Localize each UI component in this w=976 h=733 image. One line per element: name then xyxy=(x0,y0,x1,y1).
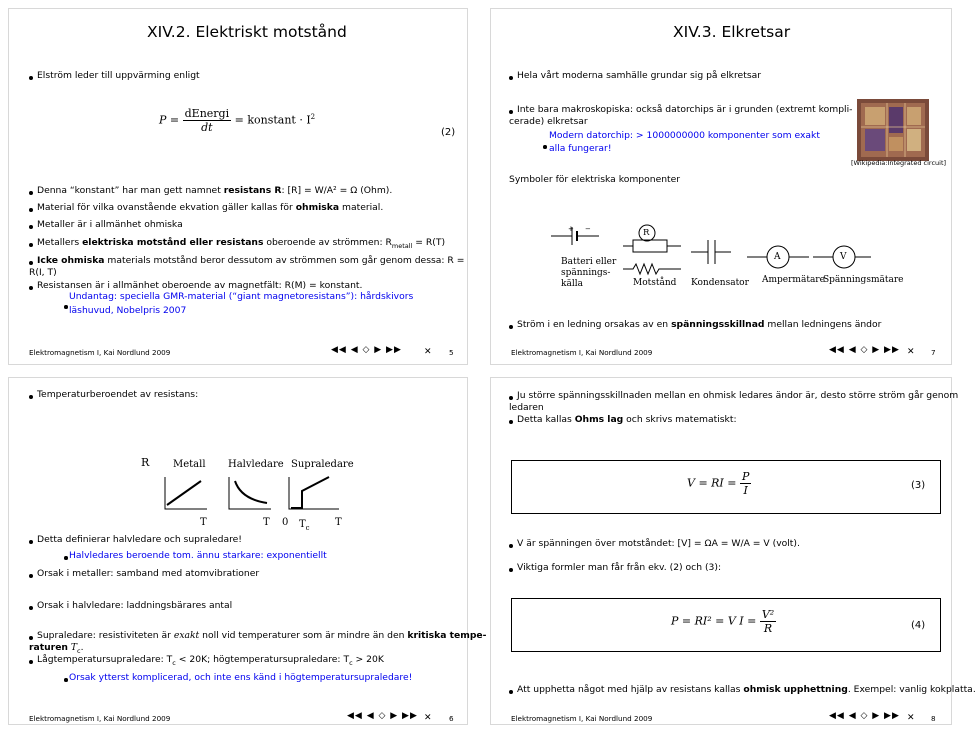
voltmeter-letter: V xyxy=(840,252,847,262)
bullet-text: Orsak i metaller: samband med atomvibrationer xyxy=(37,568,260,579)
bullet-icon xyxy=(543,145,547,149)
bullet-icon xyxy=(64,556,68,560)
eq-denominator: dt xyxy=(201,121,213,134)
graph-label-halvledare: Halvledare xyxy=(228,459,284,470)
bullet-text: Resistansen är i allmänhet oberoende av magnetfält: R(M) = konstant. xyxy=(37,280,363,291)
bullet-icon xyxy=(29,395,33,399)
footer: Elektromagnetism I, Kai Nordlund 2009 xyxy=(29,348,171,357)
chip-image xyxy=(857,99,929,161)
bullet-text: V är spänningen över motståndet: [V] = ΩA = W/A = V (volt). xyxy=(517,538,800,549)
slide-6 xyxy=(8,377,487,725)
graph-label-metall: Metall xyxy=(173,459,206,470)
page-number: 5 xyxy=(449,348,454,357)
bullet-icon xyxy=(29,208,33,212)
resistance-graphs xyxy=(159,473,359,518)
slide-8 xyxy=(490,377,976,725)
axis-label-tc: $T_c$ xyxy=(299,519,310,532)
slide-title: XIV.3. Elkretsar xyxy=(673,23,791,41)
footer: Elektromagnetism I, Kai Nordlund 2009 xyxy=(511,348,653,357)
bullet-text-cont: ledaren xyxy=(509,402,544,413)
supraledare-graph xyxy=(289,477,339,509)
capacitor-label: Kondensator xyxy=(691,278,749,288)
bullet-text: Detta kallas Ohms lag och skrivs matematiskt: xyxy=(517,414,737,425)
bullet-icon xyxy=(509,568,513,572)
bullet-icon xyxy=(29,286,33,290)
bullet-icon xyxy=(29,225,33,229)
bullet-text-cont: raturen $T_c$. xyxy=(29,642,84,655)
axis-label-t3: T xyxy=(335,517,342,528)
equation-number: (4) xyxy=(911,620,926,631)
equation-4: P = RI² = V I = $\frac{\text{V²}}{R}$ xyxy=(671,608,775,635)
bullet-icon xyxy=(29,243,33,247)
sub-bullet-text: Undantag: speciella GMR-material (“giant magnetoresistans”): hårdskivors xyxy=(69,291,414,302)
resistor-label: Motstånd xyxy=(633,278,677,288)
eq-numerator: dEnergi xyxy=(184,107,230,120)
ammeter-letter: A xyxy=(774,252,781,262)
bullet-icon xyxy=(29,540,33,544)
bullet-icon xyxy=(64,305,68,309)
equation-number: (3) xyxy=(911,480,926,491)
nav-buttons[interactable]: ◀◀ ◀ ◇ ▶ ▶▶ xyxy=(829,345,900,355)
bullet-icon xyxy=(29,76,33,80)
bullet-text: Temperaturberoendet av resistans: xyxy=(37,389,199,400)
bullet-text-cont: cerade) elkretsar xyxy=(509,116,588,127)
battery-minus: − xyxy=(585,225,591,233)
bullet-text: Material för vilka ovanstående ekvation gäller kallas för ohmiska material. xyxy=(37,202,384,213)
battery-symbol xyxy=(551,227,599,245)
bullet-icon xyxy=(29,191,33,195)
graph-label-supraledare: Supraledare xyxy=(291,459,354,470)
slide-7 xyxy=(490,8,952,365)
axis-label-t1: T xyxy=(200,517,207,528)
bullet-text: Ju större spänningsskillnaden mellan en ohmisk ledares ändor är, desto större ström går genom xyxy=(517,390,959,401)
section-heading: Symboler för elektriska komponenter xyxy=(509,174,681,185)
bullet-icon xyxy=(29,261,33,265)
footer: Elektromagnetism I, Kai Nordlund 2009 xyxy=(29,714,171,723)
bullet-text: Denna “konstant” har man gett namnet resistans R: [R] = W/A² = Ω (Ohm). xyxy=(37,185,393,196)
close-icon[interactable]: ✕ xyxy=(907,347,915,357)
metall-graph xyxy=(165,477,207,509)
bullet-icon xyxy=(29,636,33,640)
halvledare-graph xyxy=(229,477,271,509)
close-icon[interactable]: ✕ xyxy=(424,713,432,723)
image-caption: [Wikipedia:Integrated circuit] xyxy=(851,159,947,167)
bullet-icon xyxy=(29,574,33,578)
bullet-text: Viktiga formler man får från ekv. (2) och (3): xyxy=(517,562,722,573)
bullet-icon xyxy=(64,678,68,682)
page-number: 8 xyxy=(931,714,936,723)
nav-buttons[interactable]: ◀◀ ◀ ◇ ▶ ▶▶ xyxy=(347,711,418,721)
bullet-text: Elström leder till uppvärming enligt xyxy=(37,70,200,81)
bullet-text: Inte bara makroskopiska: också datorchips är i grunden (extremt kompli- xyxy=(517,104,853,115)
bullet-text: Hela vårt moderna samhälle grundar sig på elkretsar xyxy=(517,70,762,81)
sub-bullet-text: Modern datorchip: > 1000000000 komponenter som exakt xyxy=(549,130,820,141)
sub-bullet-text: alla fungerar! xyxy=(549,143,612,154)
bullet-icon xyxy=(29,660,33,664)
bullet-text: Lågtemperatursupraledare: $T_c < 20K$; högtemperatursupraledare: $T_c > 20K$ xyxy=(37,654,384,667)
resistor-zigzag-symbol xyxy=(623,264,681,274)
bullet-icon xyxy=(509,690,513,694)
sub-bullet-text: Orsak ytterst komplicerad, och inte ens känd i högtemperatursupraledare! xyxy=(69,672,413,683)
ammeter-label: Ampermätare xyxy=(762,275,825,285)
bullet-icon xyxy=(29,606,33,610)
bullet-icon xyxy=(509,325,513,329)
bullet-text: Att upphetta något med hjälp av resistans kallas ohmisk upphettning. Exempel: vanlig kokplatta. xyxy=(517,684,976,695)
voltmeter-label: Spänningsmätare xyxy=(823,275,904,285)
slide-title: XIV.2. Elektriskt motstånd xyxy=(147,23,347,41)
eq-sup: 2 xyxy=(310,112,316,121)
equation-2 xyxy=(159,107,315,134)
axis-label-zero: 0 xyxy=(282,517,289,528)
battery-label: Batteri eller spännings- källa xyxy=(561,257,617,289)
sub-bullet-text: Halvledares beroende tom. ännu starkare: exponentiellt xyxy=(69,550,327,561)
bullet-text: Ström i en ledning orsakas av en spänningsskillnad mellan ledningens ändor xyxy=(517,319,882,330)
nav-buttons[interactable]: ◀◀ ◀ ◇ ▶ ▶▶ xyxy=(829,711,900,721)
bullet-text: Detta definierar halvledare och supraledare! xyxy=(37,534,242,545)
bullet-icon xyxy=(509,110,513,114)
capacitor-symbol xyxy=(691,240,731,264)
footer: Elektromagnetism I, Kai Nordlund 2009 xyxy=(511,714,653,723)
bullet-text: Orsak i halvledare: laddningsbärares antal xyxy=(37,600,233,611)
close-icon[interactable]: ✕ xyxy=(907,713,915,723)
eq-rhs: = konstant · I xyxy=(234,113,311,127)
bullet-text-cont: R(I, T) xyxy=(29,267,57,278)
page-number: 7 xyxy=(931,348,936,357)
sub-bullet-text: läshuvud, Nobelpris 2007 xyxy=(69,305,187,316)
bullet-text: Supraledare: resistiviteten är exakt noll vid temperaturer som är mindre än den kritiska tempe- xyxy=(37,630,487,641)
eq-fraction xyxy=(183,107,231,134)
bullet-text: Metaller är i allmänhet ohmiska xyxy=(37,219,183,230)
bullet-icon xyxy=(509,76,513,80)
bullet-text: Metallers elektriska motstånd eller resistans oberoende av strömmen: $R_{metall} = R(T)$ xyxy=(37,237,446,250)
bullet-icon xyxy=(509,396,513,400)
slide-5 xyxy=(8,8,468,365)
resistor-letter: R xyxy=(643,228,650,238)
equation-number: (2) xyxy=(441,127,456,138)
bullet-icon xyxy=(509,544,513,548)
equation-3: V = RI = $\frac{P}{I}$ xyxy=(687,470,750,497)
bullet-icon xyxy=(509,420,513,424)
nav-buttons[interactable]: ◀◀ ◀ ◇ ▶ ▶▶ xyxy=(331,345,402,355)
battery-plus: + xyxy=(568,225,574,233)
bullet-text: Icke ohmiska materials motstånd beror dessutom av strömmen som går genom dessa: R = xyxy=(37,255,465,266)
eq-lhs: P = xyxy=(159,113,180,127)
axis-label-t2: T xyxy=(263,517,270,528)
axis-label-r: R xyxy=(141,456,150,469)
close-icon[interactable]: ✕ xyxy=(424,347,432,357)
page-number: 6 xyxy=(449,714,454,723)
